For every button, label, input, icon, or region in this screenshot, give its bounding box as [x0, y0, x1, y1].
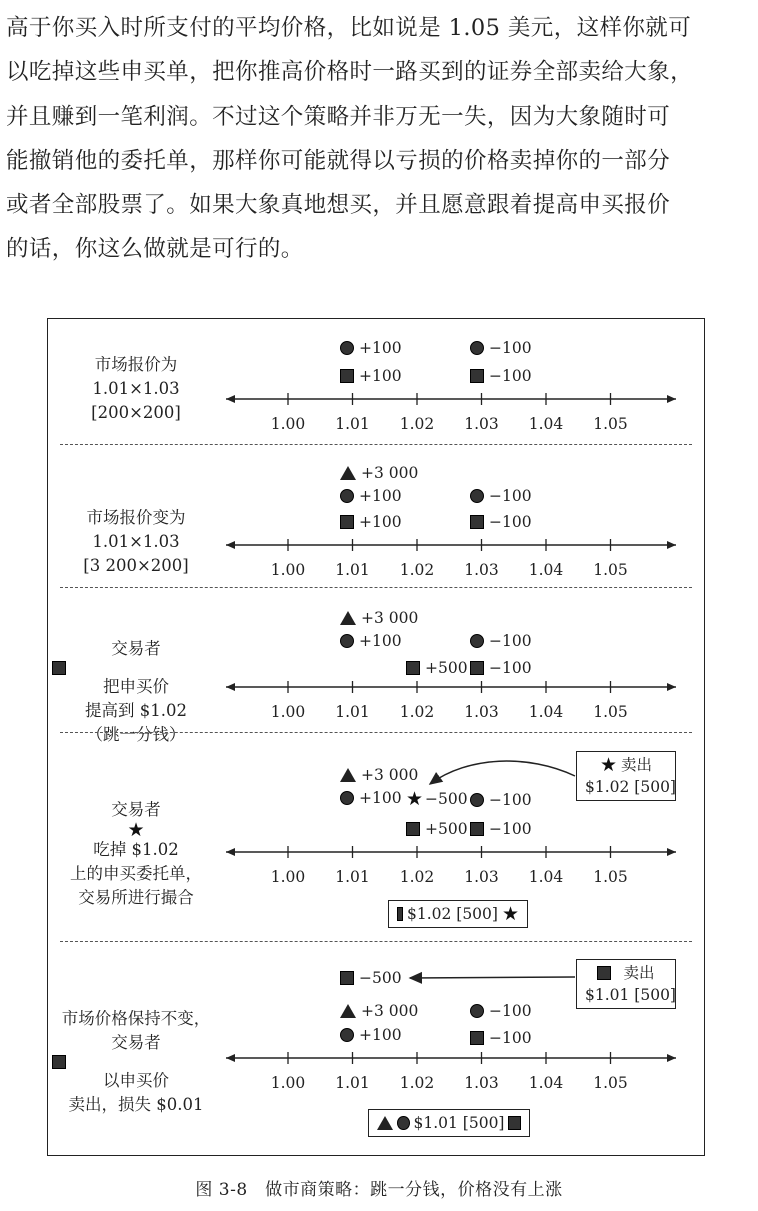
order-circle-bid: +100: [340, 487, 402, 505]
tick-label: 1.04: [528, 561, 564, 579]
order-square-bid-new: +500: [406, 659, 468, 677]
order-square-ask: −100: [470, 659, 532, 677]
tick-label: 1.02: [399, 703, 435, 721]
tick-label: 1.05: [593, 415, 628, 433]
panel-1: [48, 319, 704, 443]
tick-label: 1.00: [270, 868, 306, 886]
order-circle-bid: +100: [340, 339, 402, 357]
axis-arrowhead: [226, 1054, 235, 1062]
star-icon: ★: [127, 819, 145, 841]
callout-price: $1.01 [500]: [585, 986, 676, 1004]
circle-icon: [397, 1116, 410, 1130]
order-triangle: +3 000: [340, 1002, 418, 1020]
sell-callout: ★ 卖出 $1.02 [500]: [576, 751, 676, 801]
tick-label: 1.05: [593, 868, 628, 886]
label-line: （跳一分钱）: [86, 725, 186, 744]
fill-result-box: $1.02 [500] ★: [388, 900, 528, 928]
order-triangle: +3 000: [340, 464, 418, 482]
order-circle-ask: −100: [470, 791, 532, 809]
label-line: 上的申买委托单，: [70, 864, 202, 883]
panel-3: [48, 589, 704, 744]
tick-label: 1.01: [335, 868, 370, 886]
star-icon: ★: [406, 788, 424, 810]
tick-label: 1.02: [399, 868, 435, 886]
tick-label: 1.03: [464, 561, 499, 579]
tick-label: 1.00: [270, 415, 306, 433]
axis-arrowhead: [667, 683, 676, 691]
tick-label: 1.00: [270, 703, 306, 721]
figure-3-8: [47, 318, 705, 1156]
panel-2: [48, 446, 704, 586]
star-icon: ★: [599, 754, 618, 776]
tick-label: 1.01: [335, 561, 370, 579]
label-line: 交易者 ★ 吃掉 $1.02: [52, 798, 220, 862]
panel-divider: [60, 587, 692, 588]
label-line: 市场价格保持不变，: [61, 1009, 211, 1028]
tick-label: 1.03: [464, 1074, 499, 1092]
tick-label: 1.05: [593, 1074, 628, 1092]
order-triangle: +3 000: [340, 609, 418, 627]
order-circle-bid: +100: [340, 789, 402, 807]
paragraph-line: 或者全部股票了。如果大象真地想买，并且愿意跟着提高申买报价: [6, 192, 671, 219]
paragraph-line: 能撤销他的委托单，那样你可能就得以亏损的价格卖掉你的一部分: [6, 147, 671, 174]
label-line: [3 200×200]: [83, 556, 189, 575]
axis-arrowhead: [226, 683, 235, 691]
panel-5: [48, 943, 704, 1155]
tick-label: 1.02: [399, 415, 435, 433]
axis-arrowhead: [667, 848, 676, 856]
paragraph-line: 的话，你这么做就是可行的。: [6, 236, 304, 263]
order-circle-ask: −100: [470, 487, 532, 505]
paragraph-line: 并且赚到一笔利润。不过这个策略并非万无一失，因为大象随时可: [6, 103, 671, 130]
order-circle-bid: +100: [340, 1026, 402, 1044]
order-triangle: +3 000: [340, 766, 418, 784]
figure-caption: 图 3-8 做市商策略：跳一分钱，价格没有上涨: [195, 1180, 563, 1200]
paragraph-line: 以吃掉这些申买单，把你推高价格时一路买到的证券全部卖给大象，: [6, 59, 694, 86]
fill-result-box: $1.01 [500]: [368, 1109, 530, 1137]
label-line: 1.01×1.03: [92, 379, 180, 398]
tick-label: 1.02: [399, 1074, 435, 1092]
tick-label: 1.05: [593, 561, 628, 579]
panel-divider: [60, 444, 692, 445]
order-square-bid: +100: [340, 513, 402, 531]
order-star-sell: ★ −500: [406, 788, 468, 810]
axis-arrowhead: [667, 395, 676, 403]
price-axis: [48, 734, 706, 940]
panel-divider: [60, 732, 692, 733]
label-line: 市场报价为: [94, 355, 178, 374]
label-line: 交易所进行撮合: [78, 888, 194, 907]
body-paragraph: [6, 6, 754, 272]
order-circle-ask: −100: [470, 1002, 532, 1020]
tick-label: 1.01: [335, 1074, 370, 1092]
callout-price: $1.02 [500]: [585, 778, 676, 796]
tick-label: 1.00: [270, 1074, 306, 1092]
order-circle-ask: −100: [470, 632, 532, 650]
square-icon: [508, 1116, 521, 1130]
label-line: [200×200]: [91, 403, 181, 422]
tick-label: 1.03: [464, 415, 499, 433]
square-icon: [397, 907, 403, 921]
label-line: 交易者 以申买价: [52, 1031, 220, 1093]
tick-label: 1.05: [593, 703, 628, 721]
axis-arrowhead: [226, 848, 235, 856]
label-line: 市场报价变为: [86, 508, 186, 527]
tick-label: 1.04: [528, 703, 564, 721]
tick-label: 1.03: [464, 703, 499, 721]
axis-arrowhead: [226, 395, 235, 403]
order-square-bid-new: +500: [406, 820, 468, 838]
tick-label: 1.02: [399, 561, 435, 579]
triangle-icon: [377, 1116, 393, 1130]
panel-4: [48, 734, 704, 940]
order-circle-bid: +100: [340, 632, 402, 650]
label-line: 1.01×1.03: [92, 532, 180, 551]
panel-divider: [60, 941, 692, 942]
tick-label: 1.01: [335, 703, 370, 721]
order-square-ask: −100: [470, 1029, 532, 1047]
order-square-ask: −100: [470, 513, 532, 531]
tick-label: 1.03: [464, 868, 499, 886]
tick-label: 1.04: [528, 415, 564, 433]
tick-label: 1.04: [528, 868, 564, 886]
order-circle-ask: −100: [470, 339, 532, 357]
label-line: 交易者 把申买价: [52, 637, 220, 699]
order-square-bid: +100: [340, 367, 402, 385]
star-icon: ★: [501, 903, 519, 925]
axis-arrowhead: [226, 541, 235, 549]
axis-arrowhead: [667, 1054, 676, 1062]
tick-label: 1.00: [270, 561, 306, 579]
order-square-ask: −100: [470, 367, 532, 385]
label-line: 卖出，损失 $0.01: [68, 1095, 204, 1114]
axis-arrowhead: [667, 541, 676, 549]
sell-callout: 卖出 $1.01 [500]: [576, 959, 676, 1009]
tick-label: 1.01: [335, 415, 370, 433]
paragraph-line: 高于你买入时所支付的平均价格，比如说是 1.05 美元，这样你就可: [6, 15, 692, 41]
order-square-ask: −100: [470, 820, 532, 838]
label-line: 提高到 $1.02: [85, 701, 187, 720]
order-square-sell: −500: [340, 969, 402, 987]
tick-label: 1.04: [528, 1074, 564, 1092]
